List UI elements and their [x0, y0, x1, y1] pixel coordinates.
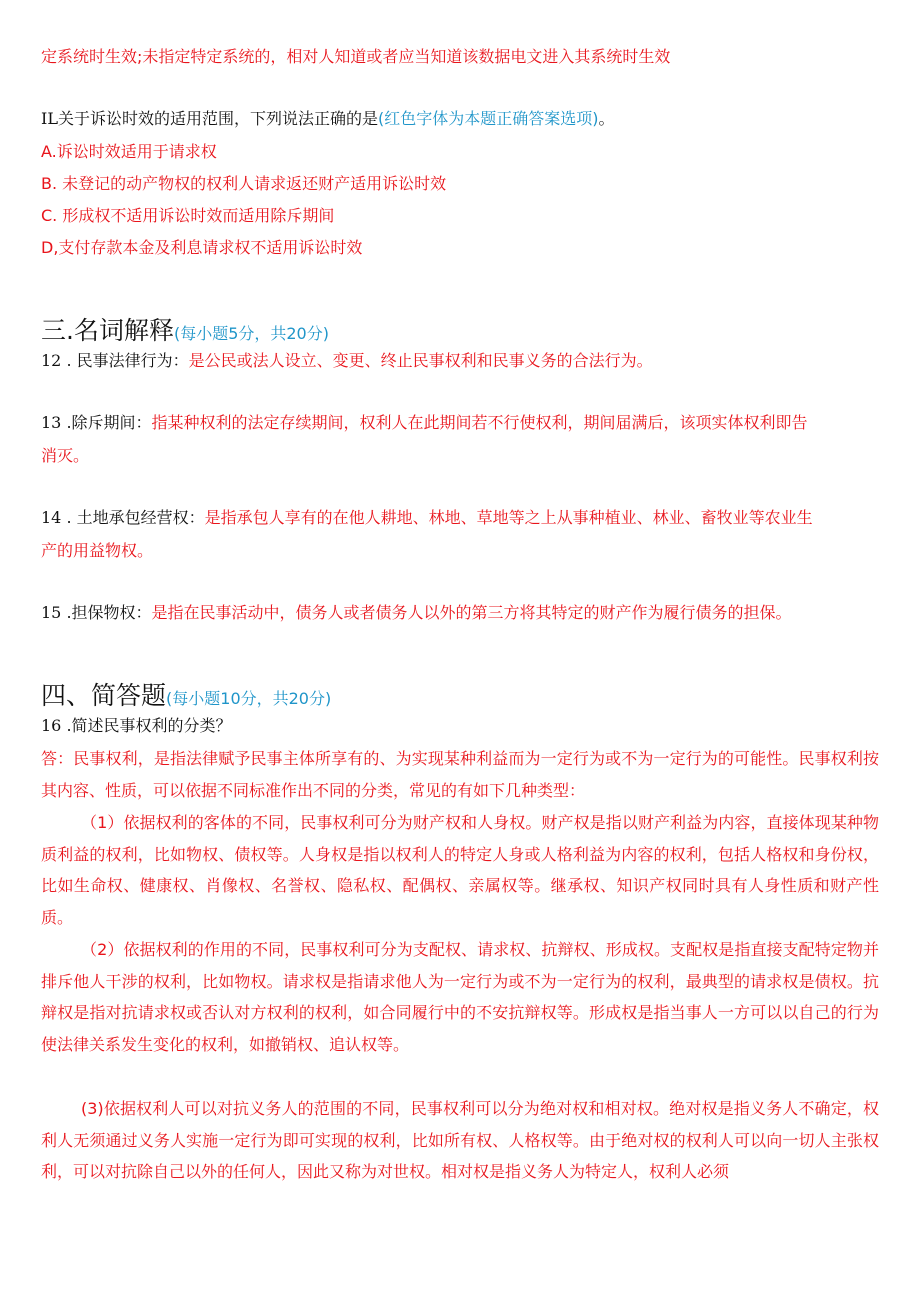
term-13-continuation: 消灭。 [41, 446, 90, 465]
term-12 [41, 351, 653, 371]
item-number: 15 [41, 603, 62, 622]
continuation-text: 定系统时生效;未指定特定系统的，相对人知道或者应当知道该数据电文进入其系统时生效 [41, 47, 671, 66]
answer-note: (红色字体为本题正确答案选项) [377, 109, 599, 128]
section-3-heading [41, 311, 329, 347]
option-a: A.诉讼时效适用于请求权 [41, 142, 217, 161]
question-end: 。 [598, 109, 615, 128]
answer-paragraph-1: （1）依据权利的客体的不同，民事权利可分为财产权和人身权。财产权是指以财产利益为内容，直接体现某种物质利益的权利，比如物权、债权等。人身权是指以权利人的特定人身或人格利益为内容的权利，包括人格权和身份权，比如生命权、健康权、肖像权、名誉权、隐私权、配偶权、亲属权等。继承权、知识产权同时具有人身性质和财产性质。 [41, 813, 879, 927]
term-answer: 是指在民事活动中，债务人或者债务人以外的第三方将其特定的财产作为履行债务的担保。 [151, 603, 792, 622]
term-15 [41, 603, 792, 623]
term-14 [41, 508, 813, 528]
question-stem: 关于诉讼时效的适用范围，下列说法正确的是 [57, 109, 378, 128]
item-number: 12 [41, 351, 62, 370]
term-answer: 是指承包人享有的在他人耕地、林地、草地等之上从事种植业、林业、畜牧业等农业生 [204, 508, 813, 527]
section-title: 三.名词解释 [41, 316, 174, 345]
option-d: D,支付存款本金及利息请求权不适用诉讼时效 [41, 238, 363, 257]
option-c: C. 形成权不适用诉讼时效而适用除斥期间 [41, 206, 335, 225]
section-4-heading [41, 676, 331, 712]
section-note: (每小题10分，共20分) [166, 689, 332, 708]
answer-paragraph-2: （2）依据权利的作用的不同，民事权利可分为支配权、请求权、抗辩权、形成权。支配权是指直接支配特定物并排斥他人干涉的权利，比如物权。请求权是指请求他人为一定行为或不为一定行为的权利，最典型的请求权是债权。抗辩权是指对抗请求权或否认对方权利的权利，如合同履行中的不安抗辩权等。形成权是指当事人一方可以以自己的行为使法律关系发生变化的权利，如撤销权、追认权等。 [41, 940, 879, 1054]
term-label: .除斥期间： [61, 413, 152, 432]
term-answer: 指某种权利的法定存续期间，权利人在此期间若不行使权利，期间届满后，该项实体权利即告 [151, 413, 808, 432]
section-title: 四、简答题 [41, 681, 167, 710]
question-number: IL [41, 109, 58, 128]
term-label: .担保物权： [61, 603, 152, 622]
term-14-continuation: 产的用益物权。 [41, 541, 154, 560]
answer-intro: 答：民事权利，是指法律赋予民事主体所享有的、为实现某种利益而为一定行为或不为一定行为的可能性。民事权利按其内容、性质，可以依据不同标准作出不同的分类，常见的有如下几种类型： [41, 749, 879, 800]
item-number: 14 [41, 508, 62, 527]
item-number: 13 [41, 413, 62, 432]
answer-paragraph-3: (3)依据权利人可以对抗义务人的范围的不同，民事权利可以分为绝对权和相对权。绝对权是指义务人不确定，权利人无须通过义务人实施一定行为即可实现的权利，比如所有权、人格权等。由于绝对权的权利人可以向一切人主张权利，可以对抗除自己以外的任何人，因此又称为对世权。相对权是指义务人为特定人，权利人必须 [41, 1099, 879, 1181]
term-label: . 土地承包经营权： [61, 508, 205, 527]
question-11 [41, 109, 614, 129]
section-note: (每小题5分，共20分) [173, 324, 329, 343]
question-text: .简述民事权利的分类？ [61, 716, 232, 735]
option-b: B. 未登记的动产物权的权利人请求返还财产适用诉讼时效 [41, 174, 447, 193]
term-label: . 民事法律行为： [61, 351, 189, 370]
term-13 [41, 413, 808, 433]
term-answer: 是公民或法人设立、变更、终止民事权利和民事义务的合法行为。 [188, 351, 653, 370]
question-16 [41, 716, 232, 736]
question-number: 16 [41, 716, 62, 735]
